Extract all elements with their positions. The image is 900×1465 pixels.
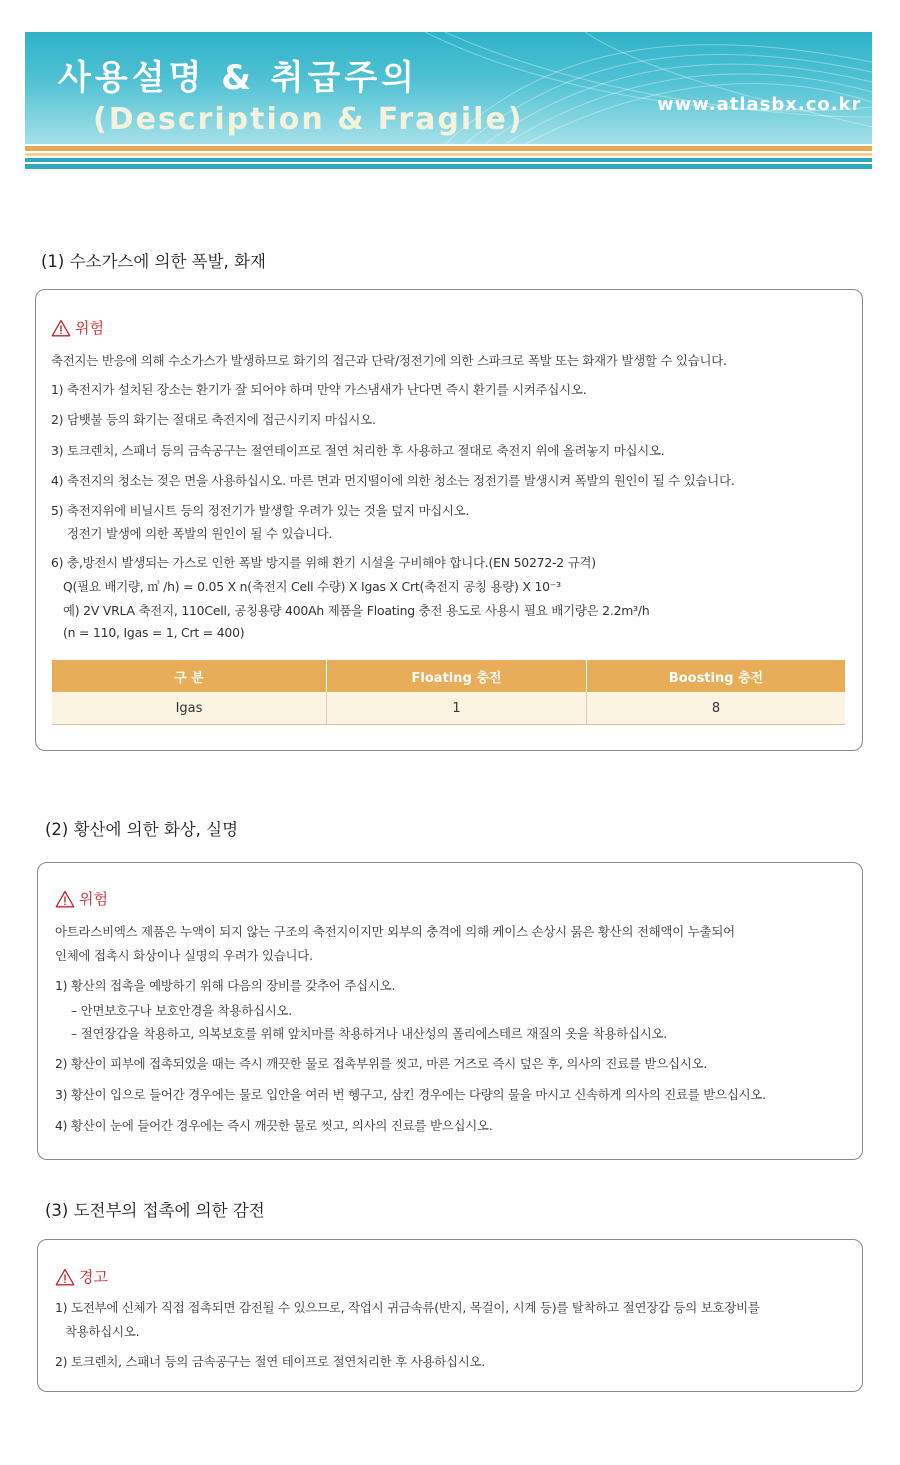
gas-coefficient-table (52, 660, 845, 725)
table-header: Boosting 충전 (587, 660, 846, 692)
text-line: 정전기 발생에 의한 폭발의 원인이 될 수 있습니다. (67, 526, 333, 541)
text-line: 1) 축전지가 설치된 장소는 환기가 잘 되어야 하며 만약 가스냄새가 난다면 즉시 환기를 시켜주십시오. (51, 382, 587, 397)
warning-triangle-icon (55, 890, 75, 908)
table-cell: 1 (327, 692, 587, 725)
banner-title: 사용설명 & 취급주의 (58, 58, 419, 98)
header-banner (25, 32, 872, 144)
warning-label (51, 317, 104, 338)
formula-line: Q(필요 배기량, ㎥ /h) = 0.05 X n(축전지 Cell 수량) X Igas X Crt(축전지 공칭 용량) X 10⁻³ (63, 579, 561, 594)
section-title: (2) 황산에 의한 화상, 실명 (45, 820, 239, 839)
text-line: 축전지는 반응에 의해 수소가스가 발생하므로 화기의 접근과 단락/정전기에 의한 스파크로 폭발 또는 화재가 발생할 수 있습니다. (51, 353, 727, 368)
hazard-box (37, 862, 863, 1160)
warning-triangle-icon (55, 1268, 75, 1286)
example-params: (n = 110, Igas = 1, Crt = 400) (63, 625, 245, 640)
text-line: 4) 황산이 눈에 들어간 경우에는 즉시 깨끗한 물로 씻고, 의사의 진료를 받으십시오. (55, 1118, 493, 1133)
text-line: 2) 토크렌치, 스패너 등의 금속공구는 절연 테이프로 절연처리한 후 사용하십시오. (55, 1354, 486, 1369)
warning-label (55, 888, 108, 909)
hazard-box (35, 289, 863, 751)
text-line: – 안면보호구나 보호안경을 착용하십시오. (71, 1003, 293, 1018)
table-header-row (52, 660, 845, 692)
text-line: 2) 담뱃불 등의 화기는 절대로 축전지에 접근시키지 마십시오. (51, 412, 376, 427)
text-line: – 절연장갑을 착용하고, 의복보호를 위해 앞치마를 착용하거나 내산성의 폴리에스테르 재질의 옷을 착용하십시오. (71, 1026, 667, 1041)
banner-stripe (25, 158, 872, 162)
warning-triangle-icon (51, 319, 71, 337)
text-line: 아트라스비엑스 제품은 누액이 되지 않는 구조의 축전지이지만 외부의 충격에 의해 케이스 손상시 묽은 황산의 전해액이 누출되어 (55, 924, 735, 939)
warning-text: 경고 (79, 1268, 108, 1286)
text-line: 4) 축전지의 청소는 젖은 면을 사용하십시오. 마른 면과 먼지떨이에 의한 청소는 정전기를 발생시켜 폭발의 원인이 될 수 있습니다. (51, 473, 735, 488)
text-line: 1) 도전부에 신체가 직접 접촉되면 감전될 수 있으므로, 작업시 귀금속류(반지, 목걸이, 시계 등)를 탈착하고 절연장갑 등의 보호장비를 (55, 1300, 760, 1315)
table-header: 구 분 (52, 660, 327, 692)
banner-stripe (25, 153, 872, 156)
table-cell: 8 (587, 692, 846, 725)
banner-subtitle: (Description & Fragile) (93, 102, 524, 137)
example-line: 예) 2V VRLA 축전지, 110Cell, 공칭용량 400Ah 제품을 Floating 충전 용도로 사용시 필요 배기량은 2.2m³/h (63, 603, 650, 618)
table-header: Floating 충전 (327, 660, 587, 692)
section-title: (3) 도전부의 접촉에 의한 감전 (45, 1201, 265, 1220)
text-line: 착용하십시오. (65, 1324, 140, 1339)
warning-text: 위험 (79, 890, 108, 908)
table-cell: Igas (52, 692, 327, 725)
text-line: 5) 축전지위에 비닐시트 등의 정전기가 발생할 우려가 있는 것을 덮지 마십시오. (51, 503, 470, 518)
table-row (52, 692, 845, 725)
text-line: 인체에 접촉시 화상이나 실명의 우려가 있습니다. (55, 948, 313, 963)
banner-stripe (25, 164, 872, 169)
banner-stripe (25, 146, 872, 151)
text-line: 6) 충,방전시 발생되는 가스로 인한 폭발 방지를 위해 환기 시설을 구비해야 합니다.(EN 50272-2 규격) (51, 555, 596, 570)
warning-box (37, 1239, 863, 1392)
text-line: 2) 황산이 피부에 접촉되었을 때는 즉시 깨끗한 물로 접촉부위를 씻고, 마른 거즈로 즉시 덮은 후, 의사의 진료를 받으십시오. (55, 1056, 708, 1071)
text-line: 3) 토크렌치, 스패너 등의 금속공구는 절연테이프로 절연 처리한 후 사용하고 절대로 축전지 위에 올려놓지 마십시오. (51, 443, 665, 458)
text-line: 1) 황산의 접촉을 예방하기 위해 다음의 장비를 갖추어 주십시오. (55, 978, 396, 993)
section-title: (1) 수소가스에 의한 폭발, 화재 (41, 252, 266, 271)
warning-label (55, 1266, 108, 1287)
warning-text: 위험 (75, 319, 104, 337)
text-line: 3) 황산이 입으로 들어간 경우에는 물로 입안을 여러 번 헹구고, 삼킨 경우에는 다량의 물을 마시고 신속하게 의사의 진료를 받으십시오. (55, 1087, 766, 1102)
website-url: www.atlasbx.co.kr (657, 94, 862, 115)
